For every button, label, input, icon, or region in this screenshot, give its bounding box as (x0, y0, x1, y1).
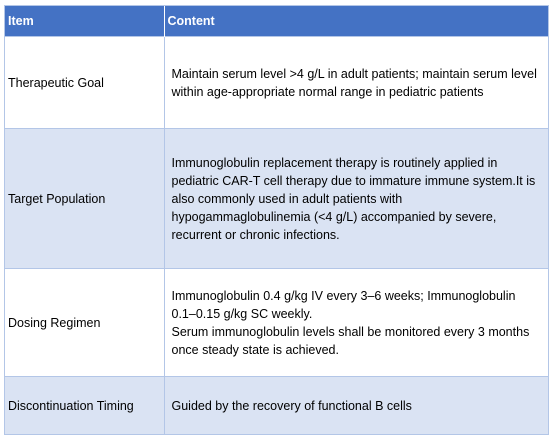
table-container (4, 5, 549, 435)
header-content: Content (164, 6, 548, 37)
row-content: Guided by the recovery of functional B cells (164, 377, 548, 435)
row-item-label: Therapeutic Goal (5, 37, 164, 129)
table-row-target-population (5, 129, 548, 269)
table-row-discontinuation-timing (5, 377, 548, 435)
table-header-row (5, 6, 548, 37)
info-table (5, 6, 548, 434)
row-content-line: Serum immunoglobulin levels shall be monitored every 3 months once steady state is achieved. (171, 324, 530, 357)
table-row-dosing-regimen (5, 269, 548, 377)
row-item-label: Target Population (5, 129, 164, 269)
table-row-therapeutic-goal (5, 37, 548, 129)
row-item-label: Dosing Regimen (5, 269, 164, 377)
row-content: Immunoglobulin replacement therapy is routinely applied in pediatric CAR-T cell therapy due to immature immune system.It is also commonly used in adult patients with hypogammaglobulinemia (<4 g/L) accompanied by severe, recurrent or chronic infections. (164, 129, 548, 269)
row-content-line: Immunoglobulin 0.4 g/kg IV every 3–6 weeks; Immunoglobulin 0.1–0.15 g/kg SC weekly. (171, 288, 516, 321)
row-item-label: Discontinuation Timing (5, 377, 164, 435)
row-content: Maintain serum level >4 g/L in adult patients; maintain serum level within age-appropriate normal range in pediatric patients (164, 37, 548, 129)
row-content (164, 269, 548, 377)
header-item: Item (5, 6, 164, 37)
